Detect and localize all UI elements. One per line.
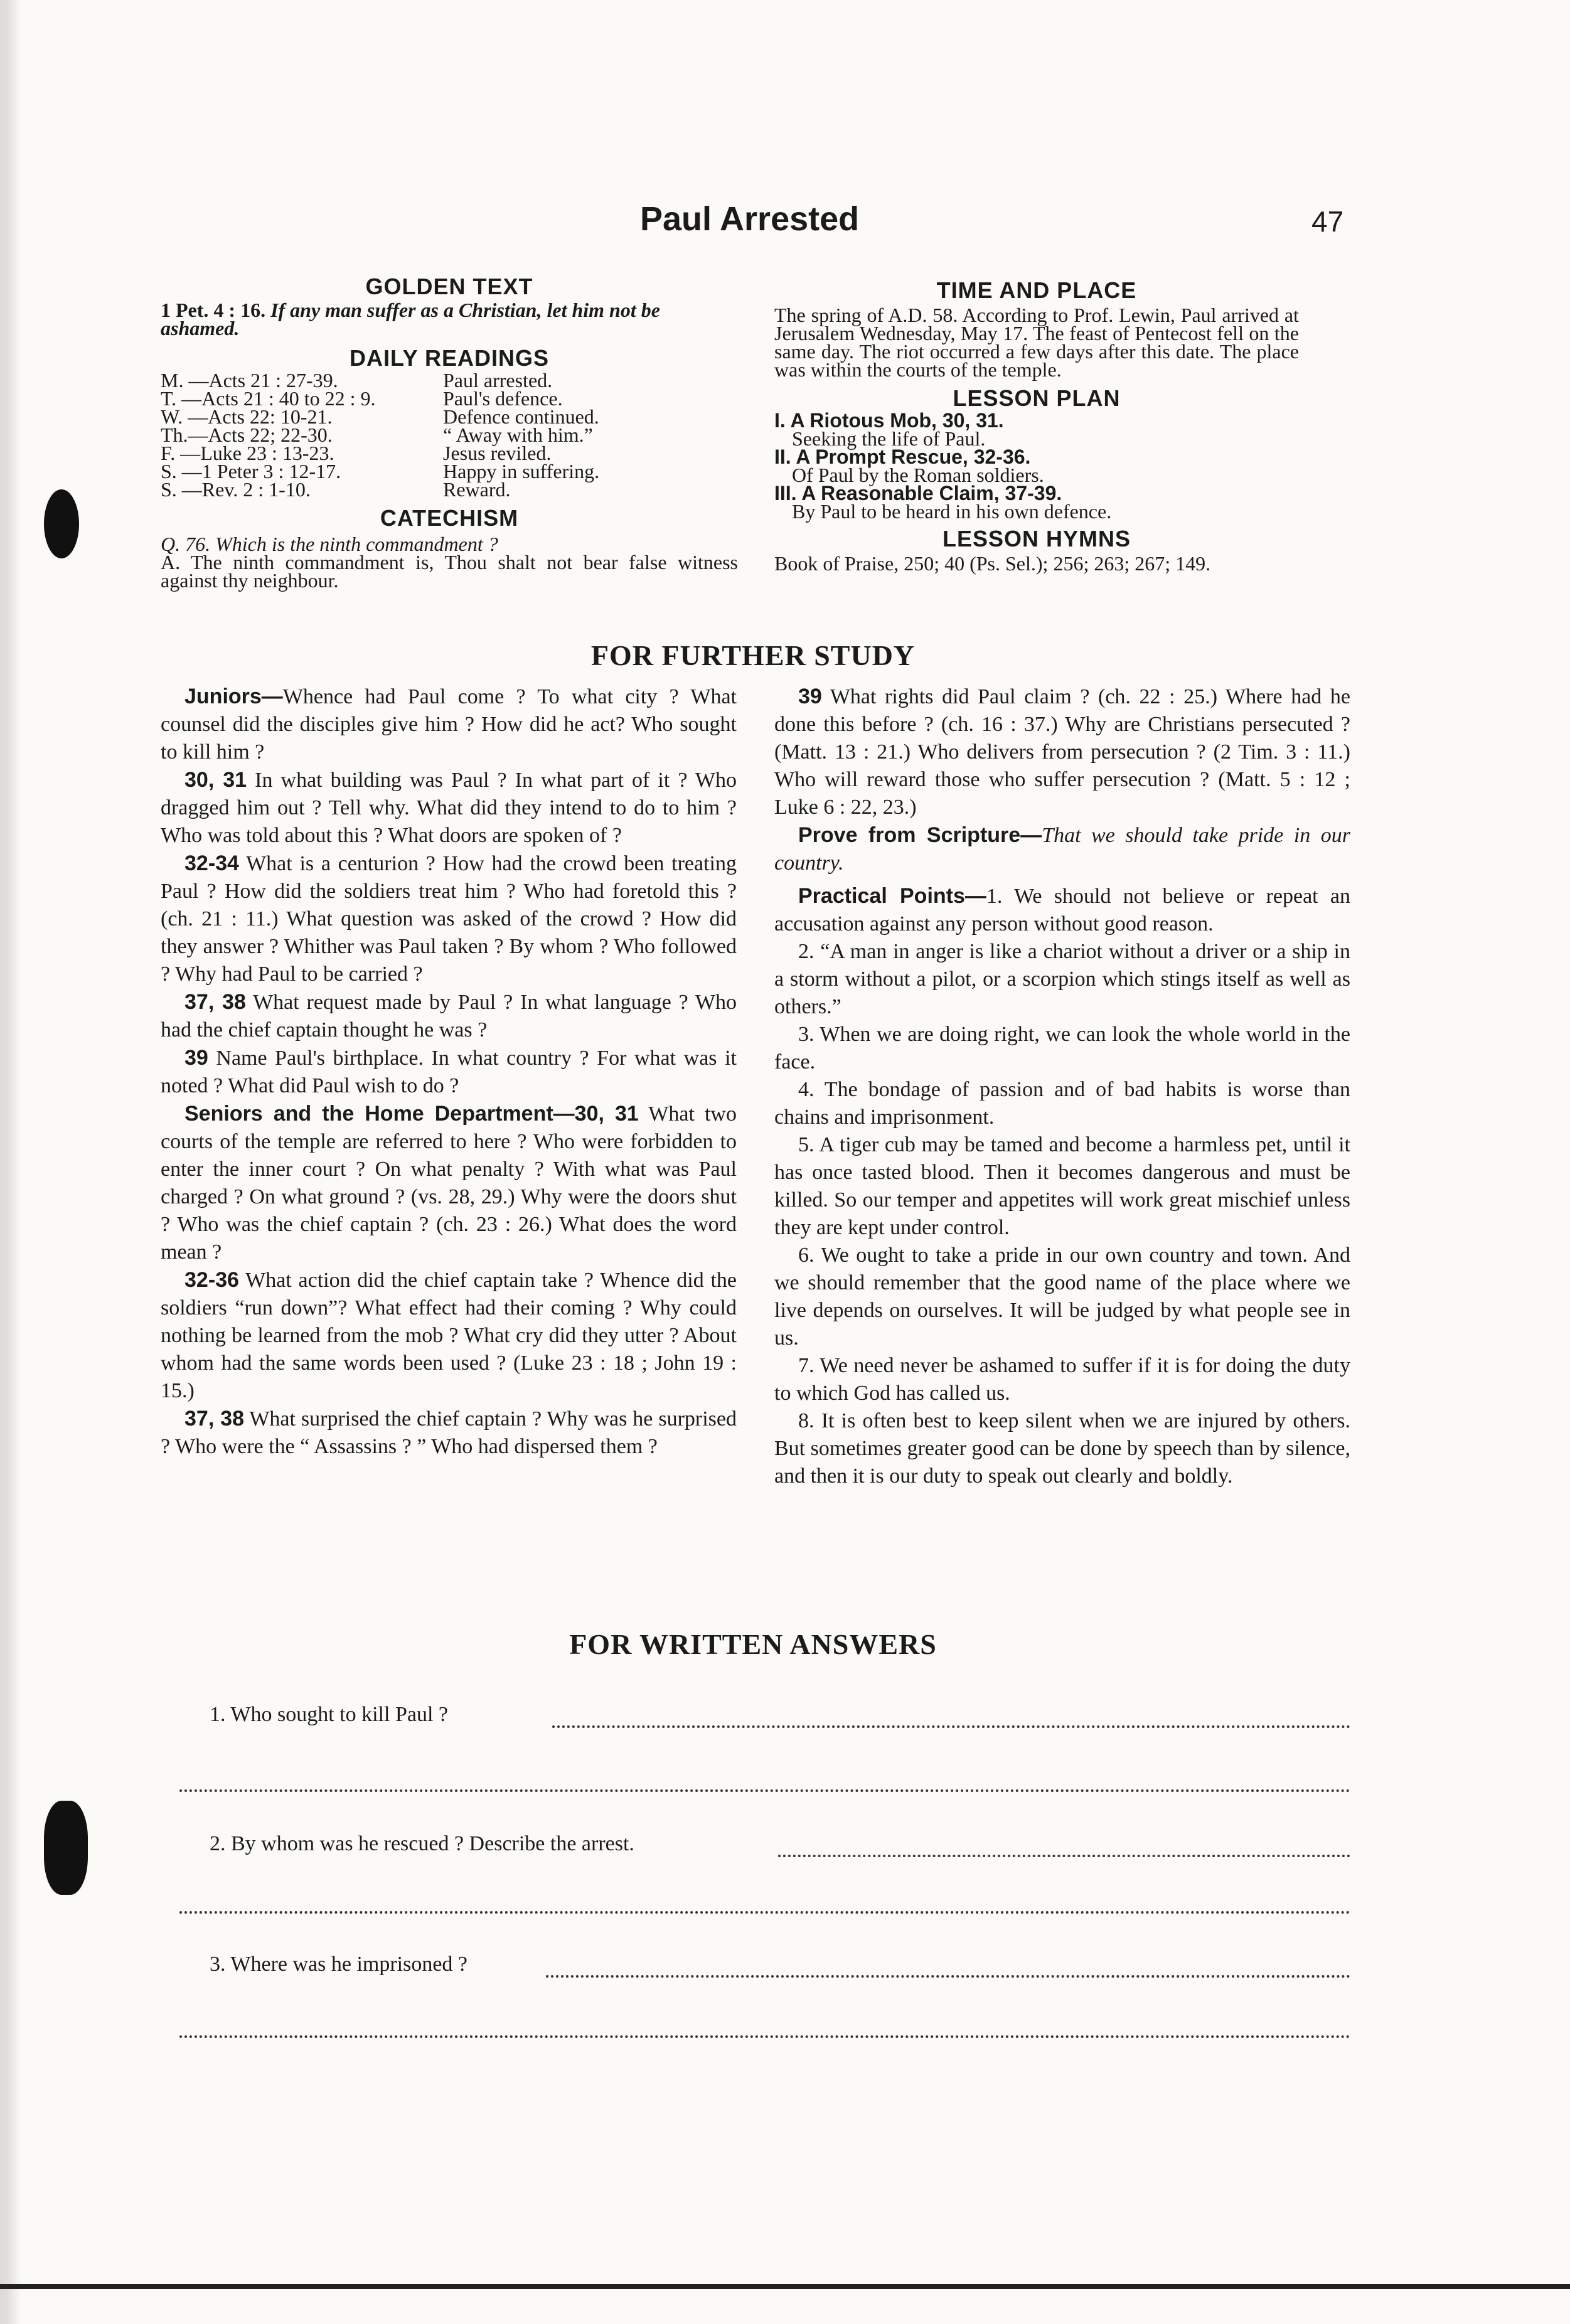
reading-day: F. —Luke 23 : 13-23. <box>161 442 334 464</box>
question-3: 3. Where was he imprisoned ? <box>210 1953 468 1976</box>
reading-day: M. —Acts 21 : 27-39. <box>161 369 338 392</box>
daily-readings-list <box>161 371 738 499</box>
practical-point <box>774 882 1350 938</box>
lesson-plan-sub: Seeking the life of Paul. <box>792 427 986 450</box>
answer-line[interactable] <box>179 2035 1350 2038</box>
study-lead: Juniors— <box>184 685 283 708</box>
catechism-question: Q. 76. Which is the ninth commandment ? <box>161 533 498 555</box>
lesson-plan-heading: LESSON PLAN <box>953 385 1121 411</box>
reading-title: Paul arrested. <box>443 369 553 392</box>
catechism-heading: CATECHISM <box>380 505 519 531</box>
study-lead: Prove from Scripture— <box>798 823 1042 847</box>
practical-point <box>774 1242 1350 1352</box>
practical-text: 1. We should not believe or repeat an accusation against any person without good reason. <box>774 885 1350 935</box>
lesson-hymns-heading: LESSON HYMNS <box>942 526 1131 552</box>
reading-title: “ Away with him.” <box>443 424 593 446</box>
study-text: Whence had Paul come ? To what city ? What counsel did the disciples give him ? How did he act? Who sought to kill him ? <box>161 685 737 764</box>
study-paragraph <box>161 683 737 766</box>
page-title: Paul Arrested <box>640 200 860 238</box>
study-text: Name Paul's birthplace. In what country ? For what was it noted ? What did Paul wish to do ? <box>161 1047 737 1097</box>
study-paragraph <box>161 850 737 988</box>
left-info-column <box>161 274 738 590</box>
study-text: That we should take pride in our country. <box>774 824 1350 875</box>
study-text: What two courts of the temple are referred to here ? Who were forbidden to enter the inner court ? On what penalty ? With what was Paul charged ? On what ground ? (vs. 28, 29.) Why were the doors shut ? Who was the chief captain ? (ch. 23 : 26.) What does the word mean ? <box>161 1102 737 1264</box>
practical-text: 3. When we are doing right, we can look the whole world in the face. <box>774 1023 1350 1074</box>
reading-day: S. —Rev. 2 : 1-10. <box>161 478 311 501</box>
lesson-plan-item: I. A Riotous Mob, 30, 31. <box>774 409 1004 432</box>
time-place-heading: TIME AND PLACE <box>936 277 1137 303</box>
binding-hole <box>44 489 79 558</box>
binding-hole <box>44 1801 88 1895</box>
study-lead: 37, 38 <box>184 990 246 1014</box>
study-text: What action did the chief captain take ? Whence did the soldiers “run down”? What effect had their coming ? Why could nothing be learned from the mob ? What cry did they utter ? About whom had the same words been used ? (Luke 23 : 18 ; John 19 : 15.) <box>161 1269 737 1402</box>
reading-title: Jesus reviled. <box>443 442 552 464</box>
lesson-plan-item: II. A Prompt Rescue, 32-36. <box>774 445 1031 468</box>
study-paragraph <box>774 683 1350 821</box>
answer-line[interactable] <box>179 1911 1350 1914</box>
bottom-rule <box>0 2284 1570 2289</box>
study-text: What request made by Paul ? In what language ? Who had the chief captain thought he was ? <box>161 991 737 1042</box>
daily-readings-heading: DAILY READINGS <box>349 345 550 371</box>
practical-point <box>774 1021 1350 1076</box>
study-paragraph <box>161 1044 737 1100</box>
practical-text: 7. We need never be ashamed to suffer if it is for doing the duty to which God has called us. <box>774 1354 1350 1405</box>
study-paragraph <box>161 1405 737 1461</box>
study-lead: 39 <box>798 685 822 708</box>
reading-day: W. —Acts 22: 10-21. <box>161 405 333 428</box>
study-text: In what building was Paul ? In what part of it ? Who dragged him out ? Tell why. What did they intend to do to him ? Who was told about this ? What doors are spoken of ? <box>161 769 737 847</box>
practical-point <box>774 1131 1350 1242</box>
answer-line[interactable] <box>179 1789 1350 1792</box>
practical-text: 5. A tiger cub may be tamed and become a harmless pet, until it has once tasted blood. Then it becomes dangerous and must be killed. So our temper and appetites will work great mischief unless they are kept under control. <box>774 1133 1350 1239</box>
catechism-answer: A. The ninth commandment is, Thou shalt not bear false witness against thy neighbour. <box>161 551 738 592</box>
study-text: What is a centurion ? How had the crowd been treating Paul ? How did the soldiers treat him ? Who had foretold this ? (ch. 21 : 11.) What question was asked of the crowd ? How did they answer ? Whither was Paul taken ? By whom ? Who followed ? Why had Paul to be carried ? <box>161 852 737 986</box>
time-place-text: The spring of A.D. 58. According to Prof. Lewin, Paul arrived at Jerusalem Wednesday, May 17. The feast of Pentecost fell on the same day. The riot occurred a few days after this date. The place was within the courts of the temple. <box>774 304 1299 381</box>
reading-title: Reward. <box>443 478 511 501</box>
study-paragraph <box>161 1266 737 1405</box>
right-info-column <box>774 277 1299 573</box>
question-2: 2. By whom was he rescued ? Describe the arrest. <box>210 1832 634 1855</box>
practical-lead: Practical Points— <box>798 884 986 908</box>
study-paragraph <box>161 1100 737 1266</box>
study-paragraph <box>161 988 737 1044</box>
study-lead: 32-36 <box>184 1268 239 1292</box>
practical-text: 6. We ought to take a pride in our own country and town. And we should remember that the good name of the place where we live depends on ourselves. It will be judged by what people see in us. <box>774 1244 1350 1350</box>
lesson-hymns-text: Book of Praise, 250; 40 (Ps. Sel.); 256; 263; 267; 149. <box>774 552 1211 575</box>
golden-text <box>161 301 738 338</box>
answer-line[interactable] <box>546 1975 1350 1978</box>
practical-text: 4. The bondage of passion and of bad habits is worse than chains and imprisonment. <box>774 1078 1350 1129</box>
study-paragraph <box>774 821 1350 877</box>
lesson-plan-sub: By Paul to be heard in his own defence. <box>792 500 1112 523</box>
answer-line[interactable] <box>778 1855 1350 1857</box>
reading-title: Happy in suffering. <box>443 460 600 482</box>
golden-text-heading: GOLDEN TEXT <box>365 274 533 299</box>
reading-day: Th.—Acts 22; 22-30. <box>161 424 333 446</box>
study-lead: 30, 31 <box>184 768 247 792</box>
written-answers-heading: FOR WRITTEN ANSWERS <box>569 1628 937 1660</box>
reading-title: Defence continued. <box>443 405 599 428</box>
lesson-plan-sub: Of Paul by the Roman soldiers. <box>792 464 1044 486</box>
practical-text: 8. It is often best to keep silent when we are injured by others. But sometimes greater good can be done by speech than by silence, and then it is our duty to speak out clearly and boldly. <box>774 1409 1350 1488</box>
study-lead: 37, 38 <box>184 1407 244 1431</box>
question-1: 1. Who sought to kill Paul ? <box>210 1703 448 1726</box>
practical-point <box>774 1076 1350 1131</box>
further-study-heading: FOR FURTHER STUDY <box>590 639 916 671</box>
lesson-plan-item: III. A Reasonable Claim, 37-39. <box>774 482 1062 504</box>
study-text: What surprised the chief captain ? Why was he surprised ? Who were the “ Assassins ? ” Who had dispersed them ? <box>161 1407 737 1458</box>
reading-title: Paul's defence. <box>443 387 563 410</box>
reading-day: S. —1 Peter 3 : 12-17. <box>161 460 341 482</box>
scan-edge <box>0 0 21 2324</box>
practical-point <box>774 1407 1350 1490</box>
practical-text: 2. “A man in anger is like a chariot without a driver or a ship in a storm without a pilot, or a scorpion which stings itself as well as others.” <box>774 940 1350 1018</box>
further-study-left <box>161 683 737 1461</box>
answer-line[interactable] <box>552 1725 1350 1728</box>
study-lead: Seniors and the Home Department—30, 31 <box>184 1102 639 1126</box>
study-paragraph <box>161 766 737 850</box>
reading-day: T. —Acts 21 : 40 to 22 : 9. <box>161 387 376 410</box>
lesson-plan-list <box>774 409 1299 523</box>
further-study-right <box>774 683 1350 1490</box>
study-lead: 32-34 <box>184 851 239 875</box>
practical-point <box>774 1352 1350 1407</box>
study-text: What rights did Paul claim ? (ch. 22 : 25.) Where had he done this before ? (ch. 16 : 37.) Why are Christians persecuted ? (Matt. 13 : 21.) Who delivers from persecution ? (2 Tim. 3 : 11.) Who will reward those who suffer persecution ? (Matt. 5 : 12 ; Luke 6 : 22, 23.) <box>774 685 1350 819</box>
practical-point <box>774 938 1350 1021</box>
golden-text-ref: 1 Pet. 4 : 16. <box>161 299 266 321</box>
golden-text-body: If any man suffer as a Christian, let him not be ashamed. <box>161 299 660 339</box>
page-number: 47 <box>1311 205 1344 238</box>
study-lead: 39 <box>184 1046 208 1070</box>
